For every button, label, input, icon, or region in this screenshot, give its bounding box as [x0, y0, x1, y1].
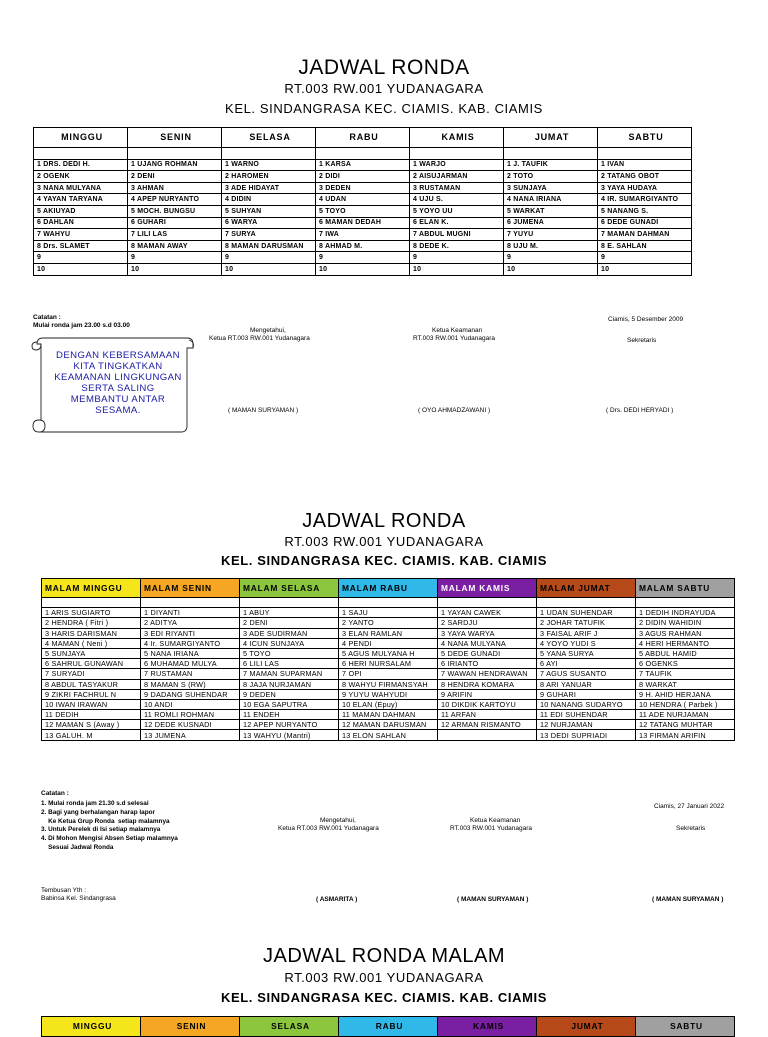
table-cell: 3 AHMAN — [128, 182, 222, 194]
table-cell: 4 MAMAN ( Neni ) — [42, 638, 141, 648]
doc2-tembusan-a: Tembusan Yth : — [41, 887, 87, 894]
table-row — [42, 608, 735, 618]
table-cell: 9 DEDEN — [240, 689, 339, 699]
table-cell: 13 DEDI SUPRIADI — [537, 730, 636, 740]
table-cell: 9 ZIKRI FACHRUL N — [42, 689, 141, 699]
table-cell: 12 ARMAN RISMANTO — [438, 720, 537, 730]
column-header: MINGGU — [42, 1017, 141, 1037]
column-header: SABTU — [598, 128, 692, 148]
table-cell: 6 WARYA — [222, 217, 316, 229]
column-header: RABU — [339, 1017, 438, 1037]
doc1-catatan-line: Mulai ronda jam 23.00 s.d 03.00 — [33, 322, 130, 329]
table-cell: 5 TOYO — [316, 205, 410, 217]
table-spacer-row — [42, 598, 735, 608]
doc2-note: 3. Untuk Perelek di Isi setiap malamnya — [41, 826, 161, 834]
table-cell: 9 — [504, 252, 598, 264]
table-cell: 4 IR. SUMARGIYANTO — [598, 194, 692, 206]
doc2-note: Sesuai Jadwal Ronda — [41, 843, 114, 851]
table-cell: 6 ELAN K. — [410, 217, 504, 229]
column-header: SABTU — [636, 1017, 735, 1037]
table-cell: 5 SUNJAYA — [42, 648, 141, 658]
table-cell: 5 YANA SURYA — [537, 648, 636, 658]
column-header: KAMIS — [410, 128, 504, 148]
table-cell: 10 IWAN IRAWAN — [42, 699, 141, 709]
table-cell: 2 JOHAR TATUFIK — [537, 618, 636, 628]
doc3-subtitle2: KEL. SINDANGRASA KEC. CIAMIS. KAB. CIAMIS — [220, 990, 548, 1005]
table-cell — [410, 148, 504, 160]
table-cell: 3 YAYA HUDAYA — [598, 182, 692, 194]
table-cell: 11 ENDEH — [240, 710, 339, 720]
table-cell — [128, 148, 222, 160]
table-cell: 5 AKIUYAD — [34, 205, 128, 217]
table-cell: 10 — [34, 263, 128, 275]
doc2-sig-name1: ( ASMARITA ) — [316, 896, 358, 903]
table-cell: 11 ARFAN — [438, 710, 537, 720]
table-cell: 6 AYI — [537, 659, 636, 669]
table-cell: 10 NANANG SUDARYO — [537, 699, 636, 709]
table-row — [42, 710, 735, 720]
table-row — [34, 171, 692, 183]
table-cell: 1 UDAN SUHENDAR — [537, 608, 636, 618]
table-cell: 3 ADE SUDIRMAN — [240, 628, 339, 638]
table-cell: 4 Ir. SUMARGIYANTO — [141, 638, 240, 648]
table-cell: 9 YUYU WAHYUDI — [339, 689, 438, 699]
table-row — [34, 159, 692, 171]
table-cell: 12 DEDE KUSNADI — [141, 720, 240, 730]
table-cell: 11 DEDIH — [42, 710, 141, 720]
table-cell: 9 H. AHID HERJANA — [636, 689, 735, 699]
column-header: RABU — [316, 128, 410, 148]
table-cell: 5 NANANG S. — [598, 205, 692, 217]
doc2-sig-col2-a: Ketua Keamanan — [470, 817, 521, 824]
table-cell: 5 NANA IRIANA — [141, 648, 240, 658]
table-cell: 5 SUHYAN — [222, 205, 316, 217]
doc1-place-date: Ciamis, 5 Desember 2009 — [608, 316, 684, 323]
table-cell: 6 OGENKS — [636, 659, 735, 669]
table-cell: 9 DADANG SUHENDAR — [141, 689, 240, 699]
table-cell — [504, 148, 598, 160]
column-header: MALAM SABTU — [636, 579, 735, 598]
table-cell — [141, 598, 240, 608]
column-header: SELASA — [240, 1017, 339, 1037]
table-cell: 3 SUNJAYA — [504, 182, 598, 194]
table-cell: 7 SURYA — [222, 229, 316, 241]
table-cell: 9 — [316, 252, 410, 264]
table-cell: 1 KARSA — [316, 159, 410, 171]
table-cell: 1 IVAN — [598, 159, 692, 171]
table-cell: 7 OPI — [339, 669, 438, 679]
table-cell: 5 YOYO UU — [410, 205, 504, 217]
scroll-banner-text — [43, 350, 193, 416]
doc2-notes — [41, 800, 178, 853]
table-cell: 1 YAYAN CAWEK — [438, 608, 537, 618]
table-cell: 13 ELON SAHLAN — [339, 730, 438, 740]
table-cell: 3 FAISAL ARIF J — [537, 628, 636, 638]
scroll-line: KEAMANAN LINGKUNGAN — [54, 372, 182, 383]
table-cell: 3 YAYA WARYA — [438, 628, 537, 638]
table-cell: 11 ROMLI ROHMAN — [141, 710, 240, 720]
table-row — [34, 240, 692, 252]
table-cell: 6 DEDE GUNADI — [598, 217, 692, 229]
table-cell: 6 HERI NURSALAM — [339, 659, 438, 669]
table-cell: 6 MAMAN DEDAH — [316, 217, 410, 229]
table-cell: 2 AISUJARMAN — [410, 171, 504, 183]
table-cell: 8 HENDRA KOMARA — [438, 679, 537, 689]
table-cell: 8 Drs. SLAMET — [34, 240, 128, 252]
table-cell: 5 WARKAT — [504, 205, 598, 217]
table-cell: 3 RUSTAMAN — [410, 182, 504, 194]
table-cell: 3 DEDEN — [316, 182, 410, 194]
table-cell — [438, 598, 537, 608]
table-cell: 4 NANA IRIANA — [504, 194, 598, 206]
table-row — [34, 217, 692, 229]
table-cell: 10 — [504, 263, 598, 275]
doc1-sig-col2-b: RT.003 RW.001 Yudanagara — [413, 335, 496, 342]
table-cell: 11 MAMAN DAHMAN — [339, 710, 438, 720]
column-header: MALAM MINGGU — [42, 579, 141, 598]
table-cell: 7 ABDUL MUGNI — [410, 229, 504, 241]
table-cell: 10 — [128, 263, 222, 275]
table-cell: 6 DAHLAN — [34, 217, 128, 229]
column-header: MALAM KAMIS — [438, 579, 537, 598]
table-cell: 7 MAMAN DAHMAN — [598, 229, 692, 241]
table-cell: 2 HAROMEN — [222, 171, 316, 183]
table-cell: 2 ADITYA — [141, 618, 240, 628]
table-cell: 7 MAMAN SUPARMAN — [240, 669, 339, 679]
doc1-sig-name3: ( Drs. DEDI HERYADI ) — [606, 407, 674, 414]
table-cell: 10 — [598, 263, 692, 275]
table-row — [34, 182, 692, 194]
doc2-subtitle: RT.003 RW.001 YUDANAGARA — [284, 534, 484, 549]
doc2-subtitle2: KEL. SINDANGRASA KEC. CIAMIS. KAB. CIAMIS — [220, 553, 548, 568]
table-cell: 3 AGUS RAHMAN — [636, 628, 735, 638]
table-cell: 8 ARI YANUAR — [537, 679, 636, 689]
table-cell: 7 TAUFIK — [636, 669, 735, 679]
table-cell: 4 NANA MULYANA — [438, 638, 537, 648]
scroll-line: SESAMA. — [95, 405, 141, 416]
table-cell: 8 WARKAT — [636, 679, 735, 689]
table-cell — [339, 598, 438, 608]
table-cell: 8 AHMAD M. — [316, 240, 410, 252]
table-cell: 10 — [410, 263, 504, 275]
table-cell: 2 DENI — [128, 171, 222, 183]
doc2-sig-col3: Sekretaris — [676, 825, 706, 832]
table-cell: 10 EGA SAPUTRA — [240, 699, 339, 709]
doc2-catatan-label: Catatan : — [41, 790, 69, 797]
table-cell — [537, 598, 636, 608]
doc2-schedule-table — [41, 578, 735, 741]
table-cell: 2 DENI — [240, 618, 339, 628]
table-cell — [636, 598, 735, 608]
table-cell: 6 JUMENA — [504, 217, 598, 229]
scroll-banner — [29, 336, 199, 434]
table-cell: 12 APEP NURYANTO — [240, 720, 339, 730]
column-header: MALAM JUMAT — [537, 579, 636, 598]
scroll-line: KITA TINGKATKAN — [73, 361, 163, 372]
table-cell: 1 DRS. DEDI H. — [34, 159, 128, 171]
doc1-subtitle2: KEL. SINDANGRASA KEC. CIAMIS. KAB. CIAMIS — [225, 101, 543, 116]
table-cell: 8 MAMAN DARUSMAN — [222, 240, 316, 252]
table-cell: 8 MAMAN S (RW) — [141, 679, 240, 689]
doc3-schedule-table — [41, 1016, 735, 1037]
column-header: SENIN — [141, 1017, 240, 1037]
table-cell: 3 HARIS DARISMAN — [42, 628, 141, 638]
table-spacer-row — [34, 148, 692, 160]
table-cell: 1 ARIS SUGIARTO — [42, 608, 141, 618]
table-cell: 9 ARIFIN — [438, 689, 537, 699]
table-cell: 9 — [34, 252, 128, 264]
table-cell: 10 — [222, 263, 316, 275]
table-cell: 2 SARDJU — [438, 618, 537, 628]
doc1-sig-col1-a: Mengetahui, — [250, 327, 286, 334]
doc2-place-date: Ciamis, 27 Januari 2022 — [654, 803, 725, 810]
table-cell: 5 MOCH. BUNGSU — [128, 205, 222, 217]
table-cell: 1 DEDIH INDRAYUDA — [636, 608, 735, 618]
table-cell — [240, 598, 339, 608]
table-row — [42, 669, 735, 679]
table-cell: 9 GUHARI — [537, 689, 636, 699]
table-row — [34, 263, 692, 275]
doc2-sig-col1-a: Mengetahui, — [320, 817, 356, 824]
table-cell: 2 OGENK — [34, 171, 128, 183]
table-cell: 6 GUHARI — [128, 217, 222, 229]
table-cell: 1 UJANG ROHMAN — [128, 159, 222, 171]
table-row — [34, 194, 692, 206]
table-cell: 3 ADE HIDAYAT — [222, 182, 316, 194]
table-cell: 10 HENDRA ( Parbek ) — [636, 699, 735, 709]
table-row — [42, 659, 735, 669]
table-cell: 1 WARNO — [222, 159, 316, 171]
table-row — [42, 730, 735, 740]
table-cell: 9 — [222, 252, 316, 264]
table-row — [42, 638, 735, 648]
column-header: MALAM SENIN — [141, 579, 240, 598]
doc3-title: JADWAL RONDA MALAM — [263, 945, 505, 967]
table-cell: 11 EDI SUHENDAR — [537, 710, 636, 720]
table-cell: 8 E. SAHLAN — [598, 240, 692, 252]
table-cell: 1 WARJO — [410, 159, 504, 171]
doc1-sig-col3: Sekretaris — [627, 337, 657, 344]
doc1-catatan-label: Catatan : — [33, 314, 61, 321]
table-row — [42, 628, 735, 638]
table-row — [42, 720, 735, 730]
column-header: MALAM RABU — [339, 579, 438, 598]
table-cell: 4 YAYAN TARYANA — [34, 194, 128, 206]
doc1-sig-col1-b: Ketua RT.003 RW.001 Yudanagara — [209, 335, 310, 342]
table-cell: 7 WAWAN HENDRAWAN — [438, 669, 537, 679]
table-cell: 6 IRIANTO — [438, 659, 537, 669]
table-cell: 1 ABUY — [240, 608, 339, 618]
table-cell: 10 ELAN (Epuy) — [339, 699, 438, 709]
table-cell: 13 GALUH. M — [42, 730, 141, 740]
table-cell: 1 J. TAUFIK — [504, 159, 598, 171]
table-cell: 7 LILI LAS — [128, 229, 222, 241]
table-cell — [42, 598, 141, 608]
table-cell: 5 DEDE GUNADI — [438, 648, 537, 658]
doc1-sig-col2-a: Ketua Keamanan — [432, 327, 483, 334]
column-header: SELASA — [222, 128, 316, 148]
table-cell: 5 TOYO — [240, 648, 339, 658]
doc1-title: JADWAL RONDA — [298, 56, 470, 79]
table-cell: 4 ICUN SUNJAYA — [240, 638, 339, 648]
table-cell: 8 UJU M. — [504, 240, 598, 252]
table-cell: 12 MAMAN DARUSMAN — [339, 720, 438, 730]
table-cell: 12 TATANG MUHTAR — [636, 720, 735, 730]
table-cell: 12 NURJAMAN — [537, 720, 636, 730]
doc1-subtitle: RT.003 RW.001 YUDANAGARA — [284, 81, 484, 96]
table-cell: 10 ANDI — [141, 699, 240, 709]
table-cell: 4 APEP NURYANTO — [128, 194, 222, 206]
table-cell — [222, 148, 316, 160]
doc2-sig-name2: ( MAMAN SURYAMAN ) — [457, 896, 529, 903]
table-cell — [438, 730, 537, 740]
table-cell: 4 HERI HERMANTO — [636, 638, 735, 648]
table-cell: 3 EDI RIYANTI — [141, 628, 240, 638]
column-header: KAMIS — [438, 1017, 537, 1037]
table-cell: 13 WAHYU (Mantri) — [240, 730, 339, 740]
table-cell: 9 — [410, 252, 504, 264]
table-cell: 8 JAJA NURJAMAN — [240, 679, 339, 689]
table-cell: 6 SAHRUL GUNAWAN — [42, 659, 141, 669]
table-cell: 12 MAMAN S (Away ) — [42, 720, 141, 730]
column-header: JUMAT — [537, 1017, 636, 1037]
column-header: MINGGU — [34, 128, 128, 148]
table-cell: 7 WAHYU — [34, 229, 128, 241]
doc2-sig-col1-b: Ketua RT.003 RW.001 Yudanagara — [278, 825, 379, 832]
column-header: SENIN — [128, 128, 222, 148]
table-cell: 7 AGUS SUSANTO — [537, 669, 636, 679]
table-cell: 4 YOYO YUDI S — [537, 638, 636, 648]
doc2-note: 2. Bagi yang berhalangan harap lapor — [41, 808, 155, 816]
table-cell: 4 UDAN — [316, 194, 410, 206]
doc2-note: Ke Ketua Grup Ronda setiap malamnya — [41, 817, 170, 825]
table-cell — [34, 148, 128, 160]
table-row — [42, 679, 735, 689]
doc1-schedule-table — [33, 127, 692, 276]
table-cell: 7 RUSTAMAN — [141, 669, 240, 679]
table-row — [42, 648, 735, 658]
table-cell: 8 MAMAN AWAY — [128, 240, 222, 252]
table-cell: 4 PENDI — [339, 638, 438, 648]
doc2-note: 1. Mulai ronda jam 21.30 s.d selesai — [41, 800, 149, 807]
table-cell: 10 — [316, 263, 410, 275]
table-cell: 8 DEDE K. — [410, 240, 504, 252]
table-cell: 8 WAHYU FIRMANSYAH — [339, 679, 438, 689]
table-cell: 2 DIDI — [316, 171, 410, 183]
table-cell — [598, 148, 692, 160]
doc2-title: JADWAL RONDA — [302, 510, 466, 532]
table-cell: 6 MUHAMAD MULYA — [141, 659, 240, 669]
table-row — [34, 252, 692, 264]
scroll-line: DENGAN KEBERSAMAAN — [56, 350, 180, 361]
table-cell: 6 LILI LAS — [240, 659, 339, 669]
column-header: MALAM SELASA — [240, 579, 339, 598]
doc2-sig-col2-b: RT.003 RW.001 Yudanagara — [450, 825, 533, 832]
table-cell: 11 ADE NURJAMAN — [636, 710, 735, 720]
table-cell: 2 DIDIN WAHIDIN — [636, 618, 735, 628]
table-cell: 13 FIRMAN ARIFIN — [636, 730, 735, 740]
table-cell: 4 UJU S. — [410, 194, 504, 206]
table-cell: 1 DIYANTI — [141, 608, 240, 618]
scroll-line: SERTA SALING — [81, 383, 155, 394]
table-row — [34, 229, 692, 241]
table-row — [42, 689, 735, 699]
scroll-line: MEMBANTU ANTAR — [70, 394, 166, 405]
doc2-note: 4. Di Mohon Mengisi Absen Setiap malamnya — [41, 835, 178, 843]
doc2-tembusan-b: Babinsa Kel. Sindangrasa — [41, 895, 116, 902]
table-cell: 9 — [598, 252, 692, 264]
table-cell: 10 DIKDIK KARTOYU — [438, 699, 537, 709]
table-cell: 9 — [128, 252, 222, 264]
doc2-sig-name3: ( MAMAN SURYAMAN ) — [652, 896, 724, 903]
table-cell: 2 YANTO — [339, 618, 438, 628]
table-cell: 13 JUMENA — [141, 730, 240, 740]
table-cell: 4 DIDIN — [222, 194, 316, 206]
table-cell: 5 ABDUL HAMID — [636, 648, 735, 658]
table-cell: 3 NANA MULYANA — [34, 182, 128, 194]
table-cell: 7 IWA — [316, 229, 410, 241]
column-header: JUMAT — [504, 128, 598, 148]
table-cell: 2 TOTO — [504, 171, 598, 183]
table-cell: 7 SURYADI — [42, 669, 141, 679]
table-cell: 1 SAJU — [339, 608, 438, 618]
table-cell: 5 AGUS MULYANA H — [339, 648, 438, 658]
table-row — [34, 205, 692, 217]
doc3-subtitle: RT.003 RW.001 YUDANAGARA — [284, 970, 484, 985]
table-cell: 7 YUYU — [504, 229, 598, 241]
table-cell — [316, 148, 410, 160]
table-row — [42, 618, 735, 628]
table-cell: 3 ELAN RAMLAN — [339, 628, 438, 638]
doc1-sig-name1: ( MAMAN SURYAMAN ) — [228, 407, 299, 414]
table-cell: 8 ABDUL TASYAKUR — [42, 679, 141, 689]
doc1-sig-name2: ( OYO AHMADZAWANI ) — [418, 407, 491, 414]
table-cell: 2 TATANG OBOT — [598, 171, 692, 183]
table-row — [42, 699, 735, 709]
table-cell: 2 HENDRA ( Fitri ) — [42, 618, 141, 628]
